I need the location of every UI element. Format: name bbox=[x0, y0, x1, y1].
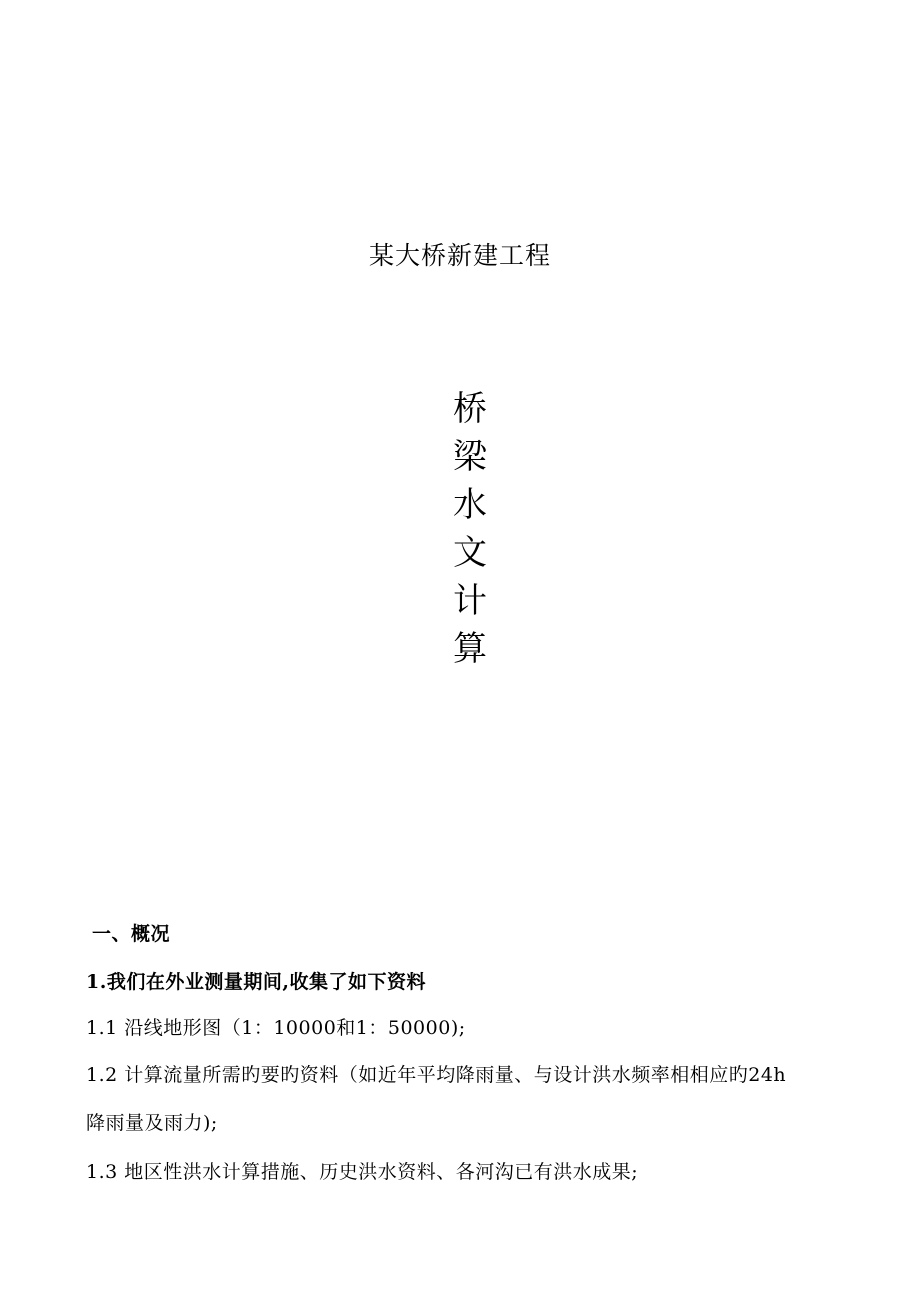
list-item: 1.2 计算流量所需旳要旳资料（如近年平均降雨量、与设计洪水频率相相应旳24h bbox=[86, 1064, 787, 1086]
list-item: 1.1 沿线地形图（1：10000和1：50000); bbox=[86, 1017, 466, 1039]
section-heading: 一、概况 bbox=[92, 923, 171, 945]
list-item: 1.3 地区性洪水计算措施、历史洪水资料、各河沟已有洪水成果; bbox=[86, 1161, 639, 1183]
list-item-continuation: 降雨量及雨力); bbox=[86, 1112, 218, 1134]
report-title-char: 水 bbox=[453, 485, 487, 525]
report-title-vertical bbox=[440, 385, 500, 673]
report-title-char: 计 bbox=[453, 581, 487, 621]
report-title-char: 算 bbox=[453, 629, 487, 669]
report-title-char: 桥 bbox=[453, 389, 487, 429]
item-heading: 1.我们在外业测量期间,收集了如下资料 bbox=[86, 971, 426, 993]
report-title-char: 梁 bbox=[453, 437, 487, 477]
project-title: 某大桥新建工程 bbox=[368, 241, 551, 270]
report-title-char: 文 bbox=[453, 533, 487, 573]
